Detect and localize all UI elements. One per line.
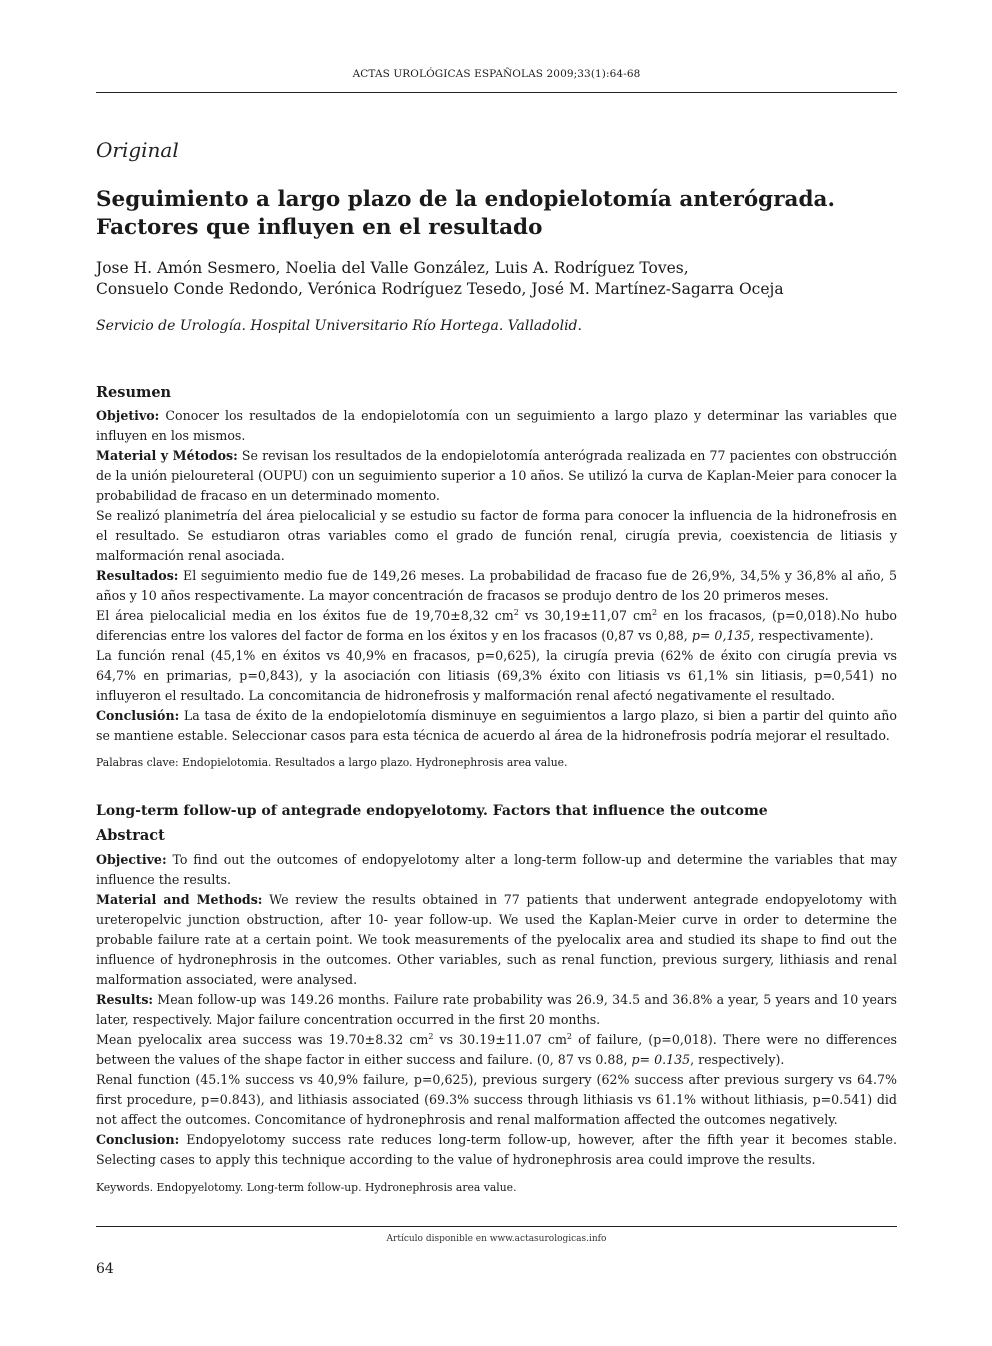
text-run: Mean pyelocalix area success was 19.70±8.32 cm xyxy=(96,1032,429,1047)
english-title: Long-term follow-up of antegrade endopyelotomy. Factors that influence the outcome xyxy=(96,803,768,819)
section-label: Original xyxy=(96,138,179,162)
superscript: 2 xyxy=(428,1031,434,1041)
text-run: vs 30.19±11.07 cm xyxy=(433,1032,567,1047)
superscript: 2 xyxy=(652,607,658,617)
methods-label: Material and Methods: xyxy=(96,892,263,907)
abstract-heading: Abstract xyxy=(96,827,165,844)
article-title xyxy=(96,186,897,242)
text-run: en los fracasos, (p=0,018).No hubo diferencias entre los valores del factor de forma en los éxitos y en los fracasos (0,87 vs 0,88, xyxy=(96,608,897,643)
conclusion-text-en: Endopyelotomy success rate reduces long-term follow-up, however, after the fifth year it becomes stable. Selecting cases to apply this technique according to the value of hydronephrosis area could improve the results. xyxy=(96,1132,897,1167)
affiliation: Servicio de Urología. Hospital Universitario Río Hortega. Valladolid. xyxy=(96,318,582,334)
conclusion-label-en: Conclusion: xyxy=(96,1132,180,1147)
abstract-results-2 xyxy=(96,1030,897,1070)
abstract-methods xyxy=(96,890,897,990)
results-text: Mean follow-up was 149.26 months. Failure rate probability was 26.9, 34.5 and 36.8% a year, 5 years and 10 years later, respectively. Major failure concentration occurred in the first 20 months. xyxy=(96,992,897,1027)
author-list xyxy=(96,258,897,300)
abstract-conclusion xyxy=(96,1130,897,1170)
resumen-metodos-2: Se realizó planimetría del área pielocalicial y se estudio su factor de forma para conocer la influencia de la hidronefrosis en el resultado. Se estudiaron otras variables como el grado de función renal, cirugía previa, coexistencia de litiasis y malformación renal asociada. xyxy=(96,508,897,563)
authors-line-2: Consuelo Conde Redondo, Verónica Rodríguez Tesedo, José M. Martínez-Sagarra Oceja xyxy=(96,280,784,298)
metodos-label: Material y Métodos: xyxy=(96,448,238,463)
title-line-1: Seguimiento a largo plazo de la endopielotomía anterógrada. xyxy=(96,187,835,212)
title-line-2: Factores que influyen en el resultado xyxy=(96,215,543,240)
text-run: , respectivamente). xyxy=(750,628,874,643)
authors-line-1: Jose H. Amón Sesmero, Noelia del Valle González, Luis A. Rodríguez Toves, xyxy=(96,259,689,277)
conclusion-text: La tasa de éxito de la endopielotomía disminuye en seguimientos a largo plazo, si bien a partir del quinto año se mantiene estable. Seleccionar casos para esta técnica de acuerdo al área de la hidronefrosis podría mejorar el resultado. xyxy=(96,708,897,743)
footer-rule xyxy=(96,1226,897,1227)
resumen-body xyxy=(96,406,897,746)
superscript: 2 xyxy=(566,1031,572,1041)
text-run: , respectively). xyxy=(690,1052,785,1067)
resumen-resultados-3: La función renal (45,1% en éxitos vs 40,9% en fracasos, p=0,625), la cirugía previa (62% de éxito con cirugía previa vs 64,7% en primarias, p=0,843), y la asociación con litiasis (69,3% éxito con litiasis vs 61,1% sin litiasis, p=0,541) no influyeron el resultado. La concomitancia de hidronefrosis y malformación renal afectó negativamente el resultado. xyxy=(96,648,897,703)
results-label: Results: xyxy=(96,992,154,1007)
superscript: 2 xyxy=(513,607,519,617)
text-run: El área pielocalicial media en los éxitos fue de 19,70±8,32 cm xyxy=(96,608,514,623)
abstract-results xyxy=(96,990,897,1030)
objetivo-text: Conocer los resultados de la endopielotomía con un seguimiento a largo plazo y determinar las variables que influyen en los mismos. xyxy=(96,408,897,443)
resumen-resultados-2 xyxy=(96,606,897,646)
metodos-text: Se revisan los resultados de la endopielotomía anterógrada realizada en 77 pacientes con obstrucción de la unión pieloureteral (OUPU) con un seguimiento superior a 10 años. Se utilizó la curva de Kaplan-Meier para conocer la probabilidad de fracaso en un determinado momento. xyxy=(96,448,897,503)
resumen-metodos xyxy=(96,446,897,506)
abstract-body xyxy=(96,850,897,1170)
availability-note: Artículo disponible en www.actasurologicas.info xyxy=(386,1234,607,1244)
resumen-resultados xyxy=(96,566,897,606)
objetivo-label: Objetivo: xyxy=(96,408,160,423)
text-run: of failure, (p=0,018). There were no differences between the values of the shape factor in either success and failure. (0, 87 vs 0.88, xyxy=(96,1032,897,1067)
resumen-heading: Resumen xyxy=(96,384,172,401)
conclusion-label: Conclusión: xyxy=(96,708,180,723)
abstract-objective xyxy=(96,850,897,890)
running-head: ACTAS UROLÓGICAS ESPAÑOLAS 2009;33(1):64-68 xyxy=(352,68,641,80)
resultados-label: Resultados: xyxy=(96,568,179,583)
p-value: p= 0.135 xyxy=(631,1052,691,1067)
text-run: vs 30,19±11,07 cm xyxy=(518,608,653,623)
keywords: Keywords. Endopyelotomy. Long-term follow-up. Hydronephrosis area value. xyxy=(96,1181,517,1194)
palabras-clave: Palabras clave: Endopielotomia. Resultados a largo plazo. Hydronephrosis area value. xyxy=(96,756,568,769)
objective-label: Objective: xyxy=(96,852,167,867)
header-rule xyxy=(96,92,897,93)
objective-text: To find out the outcomes of endopyelotomy alter a long-term follow-up and determine the variables that may influence the results. xyxy=(96,852,897,887)
p-value: p= 0,135 xyxy=(691,628,751,643)
methods-text: We review the results obtained in 77 patients that underwent antegrade endopyelotomy with ureteropelvic junction obstruction, after 10- year follow-up. We used the Kaplan-Meier curve in order to determine the probable failure rate at a certain point. We took measurements of the pyelocalix area and studied its shape to find out the influence of hydronephrosis in the outcomes. Other variables, such as renal function, previous surgery, lithiasis and renal malformation associated, were analysed. xyxy=(96,892,897,987)
page-number: 64 xyxy=(96,1261,114,1277)
abstract-results-3: Renal function (45.1% success vs 40,9% failure, p=0,625), previous surgery (62% success after previous surgery vs 64.7% first procedure, p=0.843), and lithiasis associated (69.3% success through lithiasis vs 61.1% without lithiasis, p=0.541) did not affect the outcomes. Concomitance of hydronephrosis and renal malformation affected the outcomes negatively. xyxy=(96,1072,897,1127)
resumen-objetivo xyxy=(96,406,897,446)
resumen-conclusion xyxy=(96,706,897,746)
resultados-text: El seguimiento medio fue de 149,26 meses. La probabilidad de fracaso fue de 26,9%, 34,5% y 36,8% al año, 5 años y 10 años respectivamente. La mayor concentración de fracasos se produjo dentro de los 20 primeros meses. xyxy=(96,568,897,603)
